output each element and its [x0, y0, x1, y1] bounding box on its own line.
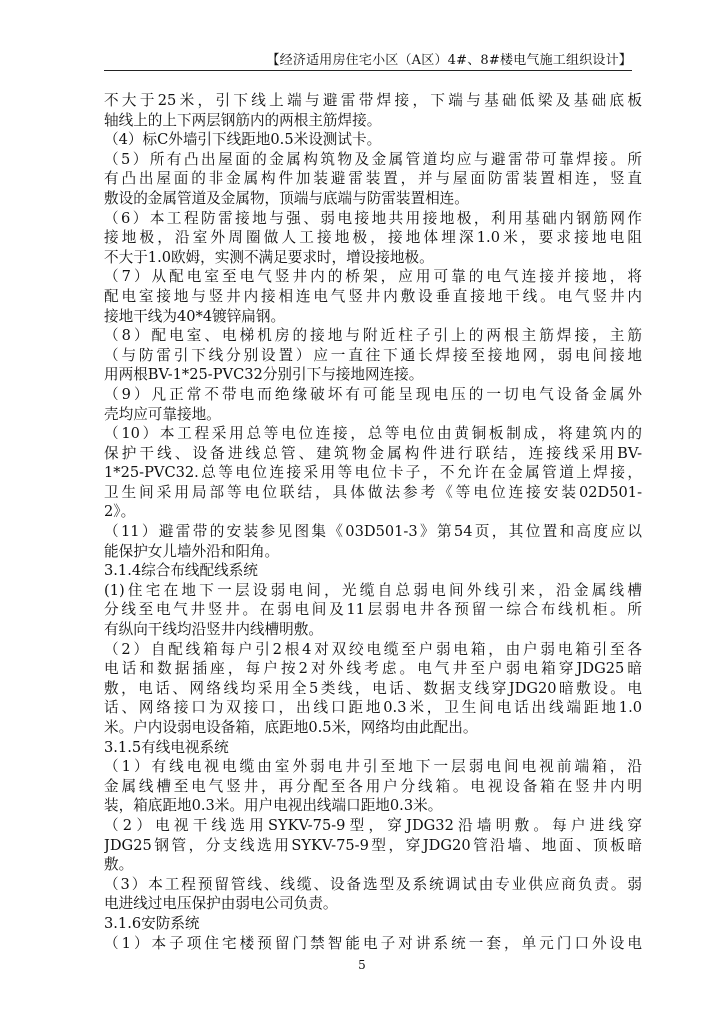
text-line: 米。户内设弱电设备箱，底距地0.5米，网络均由此配出。 [104, 719, 478, 736]
text-line: （6）本工程防雷接地与强、弱电接地共用接地极，利用基础内钢筋网作 [104, 209, 642, 227]
text-line: （1）有线电视电缆由室外弱电井引至地下一层弱电间电视前端箱，沿 [104, 758, 642, 776]
page-number: 5 [358, 958, 366, 972]
text-line: （2）自配线箱每户引2根4对双绞电缆至户弱电箱，由户弱电箱引至各 [104, 640, 642, 658]
text-line: （2）电视干线选用SYKV-75-9型，穿JDG32沿墙明敷。每户进线穿 [104, 816, 642, 834]
text-line: （8）配电室、电梯机房的接地与附近柱子引上的两根主筋焊接，主筋 [104, 327, 642, 345]
text-line: 能保护女儿墙外沿和阳角。 [104, 542, 280, 560]
text-line: 轴线上的上下两层钢筋内的两根主筋焊接。 [104, 111, 382, 129]
text-line: (1)住宅在地下一层设弱电间，光缆自总弱电间外线引来，沿金属线槽 [104, 581, 642, 599]
text-line: 3.1.6安防系统 [104, 914, 200, 932]
text-line: （5）所有凸出屋面的金属构筑物及金属管道均应与避雷带可靠焊接。所 [104, 150, 642, 168]
text-line: （9）凡正常不带电而绝缘破坏有可能呈现电压的一切电气设备金属外 [104, 385, 642, 403]
text-line: 不大于25米，引下线上端与避雷带焊接，下端与基础低梁及基础底板 [104, 92, 642, 109]
page-header: 【经济适用房住宅小区（A区）4#、8#楼电气施工组织设计】 [266, 53, 632, 68]
text-line: 1*25-PVC32.总等电位连接采用等电位卡子，不允许在金属管道上焊接， [104, 464, 642, 482]
text-line: （4）标C外墙引下线距地0.5米设测试卡。 [104, 131, 382, 149]
text-line: （与防雷引下线分别设置）应一直往下通长焊接至接地网，弱电间接地 [104, 346, 642, 364]
text-line: 装，箱底距地0.3米。用户电视出线端口距地0.3米。 [104, 797, 443, 815]
text-line: 卫生间采用局部等电位联结，具体做法参考《等电位连接安装02D501- [104, 483, 642, 501]
header-rule [104, 70, 632, 71]
text-line: （11）避雷带的安装参见图集《03D501-3》第54页，其位置和高度应以 [104, 523, 642, 541]
text-line: 3.1.5有线电视系统 [104, 738, 229, 756]
text-line: 话、网络接口为双接口，出线口距地0.3米，卫生间电话出线端距地1.0 [104, 699, 642, 717]
text-line: （3）本工程预留管线、线缆、设备选型及系统调试由专业供应商负责。弱 [104, 875, 642, 893]
text-line: 有纵向干线均沿竖井内线槽明敷。 [104, 621, 323, 639]
text-line: 敷，电话、网络线均采用全5类线，电话、数据支线穿JDG20暗敷设。电 [104, 679, 642, 697]
text-line: JDG25钢管，分支线选用SYKV-75-9型，穿JDG20管沿墙、地面、顶板暗 [104, 836, 642, 854]
text-line: 接地干线为40*4镀锌扁钢。 [104, 307, 286, 325]
text-line: 用两根BV-1*25-PVC32分别引下与接地网连接。 [104, 366, 424, 384]
text-line: 接地极，沿室外周圈做人工接地极，接地体埋深1.0米，要求接地电阻 [104, 229, 642, 247]
text-line: （10）本工程采用总等电位连接，总等电位由黄铜板制成，将建筑内的 [104, 425, 642, 443]
text-line: 分线至电气井竖井。在弱电间及11层弱电井各预留一综合布线机柜。所 [104, 601, 642, 619]
text-line: （1）本子项住宅楼预留门禁智能电子对讲系统一套，单元门口外设电 [104, 934, 642, 952]
text-line: 有凸出屋面的非金属构件加装避雷装置，并与屋面防雷装置相连，竖直 [104, 170, 642, 188]
document-body [104, 91, 642, 953]
text-line: 壳均应可靠接地。 [104, 405, 221, 423]
text-line: 配电室接地与竖井内接相连电气竖井内敷设垂直接地干线。电气竖井内 [104, 287, 642, 305]
text-line: 保护干线、设备进线总管、建筑物金属构件进行联结，连接线采用BV- [104, 444, 642, 462]
text-line: 3.1.4综合布线配线系统 [104, 562, 258, 580]
text-line: 金属线槽至电气竖井，再分配至各用户分线箱。电视设备箱在竖井内明 [104, 777, 642, 795]
text-line: 电进线过电压保护由弱电公司负责。 [104, 895, 338, 913]
text-line: （7）从配电室至电气竖井内的桥架，应用可靠的电气连接并接地，将 [104, 268, 642, 286]
text-line: 2》。 [104, 503, 136, 521]
text-line: 敷。 [104, 856, 134, 874]
text-line: 电话和数据插座，每户按2对外线考虑。电气井至户弱电箱穿JDG25暗 [104, 660, 642, 678]
text-line: 敷设的金属管道及金属物，顶端与底端与防雷装置相连。 [104, 189, 469, 207]
text-line: 不大于1.0欧姆，实测不满足要求时，增设接地极。 [104, 248, 434, 266]
